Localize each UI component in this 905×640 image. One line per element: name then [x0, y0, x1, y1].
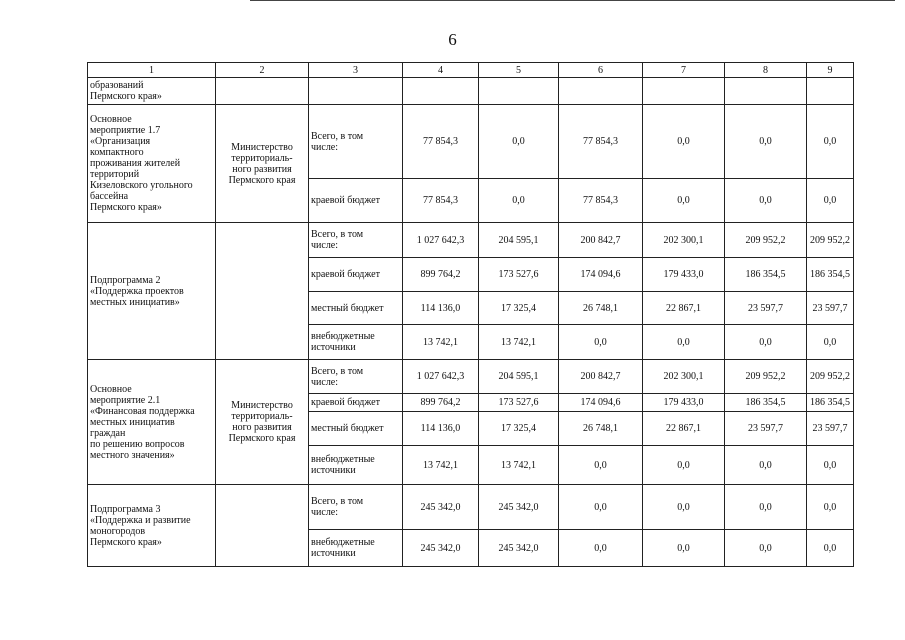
- col-header: 3: [309, 63, 403, 78]
- program-name-cell: Подпрограмма 3 «Поддержка и развитие моногородов Пермского края»: [88, 485, 216, 567]
- value-cell: 26 748,1: [559, 292, 643, 325]
- value-cell: 899 764,2: [403, 258, 479, 292]
- value-cell: 0,0: [643, 105, 725, 179]
- value-cell: 0,0: [559, 530, 643, 567]
- funding-source-cell: краевой бюджет: [309, 394, 403, 412]
- value-cell: 77 854,3: [403, 179, 479, 223]
- table-row: [88, 223, 854, 258]
- top-rule: [250, 0, 895, 1]
- funding-source-cell: Всего, в том числе:: [309, 223, 403, 258]
- value-cell: 245 342,0: [403, 530, 479, 567]
- value-cell: 186 354,5: [725, 258, 807, 292]
- funding-source-cell: Всего, в том числе:: [309, 105, 403, 179]
- value-cell: 0,0: [725, 105, 807, 179]
- value-cell: 0,0: [725, 530, 807, 567]
- value-cell: 204 595,1: [479, 360, 559, 394]
- value-cell: 13 742,1: [403, 325, 479, 360]
- value-cell: 77 854,3: [559, 105, 643, 179]
- value-cell: 77 854,3: [403, 105, 479, 179]
- value-cell: 173 527,6: [479, 258, 559, 292]
- value-cell: 0,0: [643, 446, 725, 485]
- value-cell: 1 027 642,3: [403, 223, 479, 258]
- value-cell: 0,0: [479, 105, 559, 179]
- value-cell: 200 842,7: [559, 223, 643, 258]
- value-cell: 1 027 642,3: [403, 360, 479, 394]
- funding-source-cell: краевой бюджет: [309, 258, 403, 292]
- value-cell: 0,0: [725, 179, 807, 223]
- value-cell: 0,0: [807, 179, 854, 223]
- value-cell: 0,0: [559, 446, 643, 485]
- col-header: 2: [216, 63, 309, 78]
- value-cell: 17 325,4: [479, 412, 559, 446]
- value-cell: 0,0: [807, 485, 854, 530]
- value-cell: 0,0: [725, 446, 807, 485]
- value-cell: 200 842,7: [559, 360, 643, 394]
- col-header: 6: [559, 63, 643, 78]
- funding-source-cell: местный бюджет: [309, 292, 403, 325]
- executor-cell: [216, 485, 309, 567]
- value-cell: 0,0: [559, 325, 643, 360]
- value-cell: 0,0: [725, 485, 807, 530]
- value-cell: [479, 78, 559, 105]
- value-cell: [643, 78, 725, 105]
- value-cell: 179 433,0: [643, 394, 725, 412]
- program-name-cell: Основное мероприятие 1.7 «Организация компактного проживания жителей территорий Кизеловского угольного бассейна Пермского края»: [88, 105, 216, 223]
- col-header: 5: [479, 63, 559, 78]
- funding-source-cell: краевой бюджет: [309, 179, 403, 223]
- col-header: 9: [807, 63, 854, 78]
- value-cell: 26 748,1: [559, 412, 643, 446]
- program-name-cell: образований Пермского края»: [88, 78, 216, 105]
- value-cell: 209 952,2: [807, 360, 854, 394]
- value-cell: 0,0: [559, 485, 643, 530]
- funding-source-cell: внебюджетные источники: [309, 446, 403, 485]
- page-number: 6: [448, 30, 457, 49]
- col-header: 8: [725, 63, 807, 78]
- value-cell: 0,0: [807, 105, 854, 179]
- value-cell: 209 952,2: [807, 223, 854, 258]
- budget-table: [87, 62, 854, 567]
- table-row: [88, 78, 854, 105]
- value-cell: 0,0: [807, 530, 854, 567]
- value-cell: 13 742,1: [479, 325, 559, 360]
- value-cell: 114 136,0: [403, 412, 479, 446]
- value-cell: 173 527,6: [479, 394, 559, 412]
- value-cell: 17 325,4: [479, 292, 559, 325]
- value-cell: 0,0: [643, 530, 725, 567]
- value-cell: 0,0: [643, 325, 725, 360]
- value-cell: 13 742,1: [479, 446, 559, 485]
- col-header: 1: [88, 63, 216, 78]
- table-row: [88, 105, 854, 179]
- value-cell: 0,0: [807, 446, 854, 485]
- value-cell: 245 342,0: [479, 530, 559, 567]
- value-cell: [403, 78, 479, 105]
- program-name-cell: Основное мероприятие 2.1 «Финансовая поддержка местных инициатив граждан по решению вопросов местного значения»: [88, 360, 216, 485]
- program-name-cell: Подпрограмма 2 «Поддержка проектов местных инициатив»: [88, 223, 216, 360]
- value-cell: 174 094,6: [559, 258, 643, 292]
- executor-cell: [216, 223, 309, 360]
- value-cell: 209 952,2: [725, 360, 807, 394]
- value-cell: 899 764,2: [403, 394, 479, 412]
- value-cell: 0,0: [479, 179, 559, 223]
- value-cell: 23 597,7: [725, 412, 807, 446]
- value-cell: 13 742,1: [403, 446, 479, 485]
- value-cell: 245 342,0: [479, 485, 559, 530]
- value-cell: 23 597,7: [725, 292, 807, 325]
- value-cell: 23 597,7: [807, 412, 854, 446]
- funding-source-cell: внебюджетные источники: [309, 325, 403, 360]
- value-cell: 204 595,1: [479, 223, 559, 258]
- value-cell: 209 952,2: [725, 223, 807, 258]
- table-row: [88, 485, 854, 530]
- funding-source-cell: Всего, в том числе:: [309, 485, 403, 530]
- value-cell: 186 354,5: [807, 258, 854, 292]
- value-cell: 0,0: [643, 179, 725, 223]
- value-cell: 179 433,0: [643, 258, 725, 292]
- value-cell: 174 094,6: [559, 394, 643, 412]
- funding-source-cell: местный бюджет: [309, 412, 403, 446]
- table-row: [88, 360, 854, 394]
- value-cell: [559, 78, 643, 105]
- executor-cell: [216, 78, 309, 105]
- value-cell: 186 354,5: [807, 394, 854, 412]
- funding-source-cell: внебюджетные источники: [309, 530, 403, 567]
- value-cell: 202 300,1: [643, 360, 725, 394]
- value-cell: [807, 78, 854, 105]
- header-row: [88, 63, 854, 78]
- value-cell: 186 354,5: [725, 394, 807, 412]
- value-cell: [725, 78, 807, 105]
- col-header: 4: [403, 63, 479, 78]
- value-cell: 22 867,1: [643, 412, 725, 446]
- value-cell: 202 300,1: [643, 223, 725, 258]
- executor-cell: Министерство территориаль- ного развития Пермского края: [216, 360, 309, 485]
- executor-cell: Министерство территориаль- ного развития Пермского края: [216, 105, 309, 223]
- funding-source-cell: Всего, в том числе:: [309, 360, 403, 394]
- value-cell: 0,0: [807, 325, 854, 360]
- value-cell: 245 342,0: [403, 485, 479, 530]
- value-cell: 0,0: [725, 325, 807, 360]
- value-cell: 23 597,7: [807, 292, 854, 325]
- value-cell: 22 867,1: [643, 292, 725, 325]
- value-cell: 77 854,3: [559, 179, 643, 223]
- value-cell: 114 136,0: [403, 292, 479, 325]
- value-cell: 0,0: [643, 485, 725, 530]
- col-header: 7: [643, 63, 725, 78]
- funding-source-cell: [309, 78, 403, 105]
